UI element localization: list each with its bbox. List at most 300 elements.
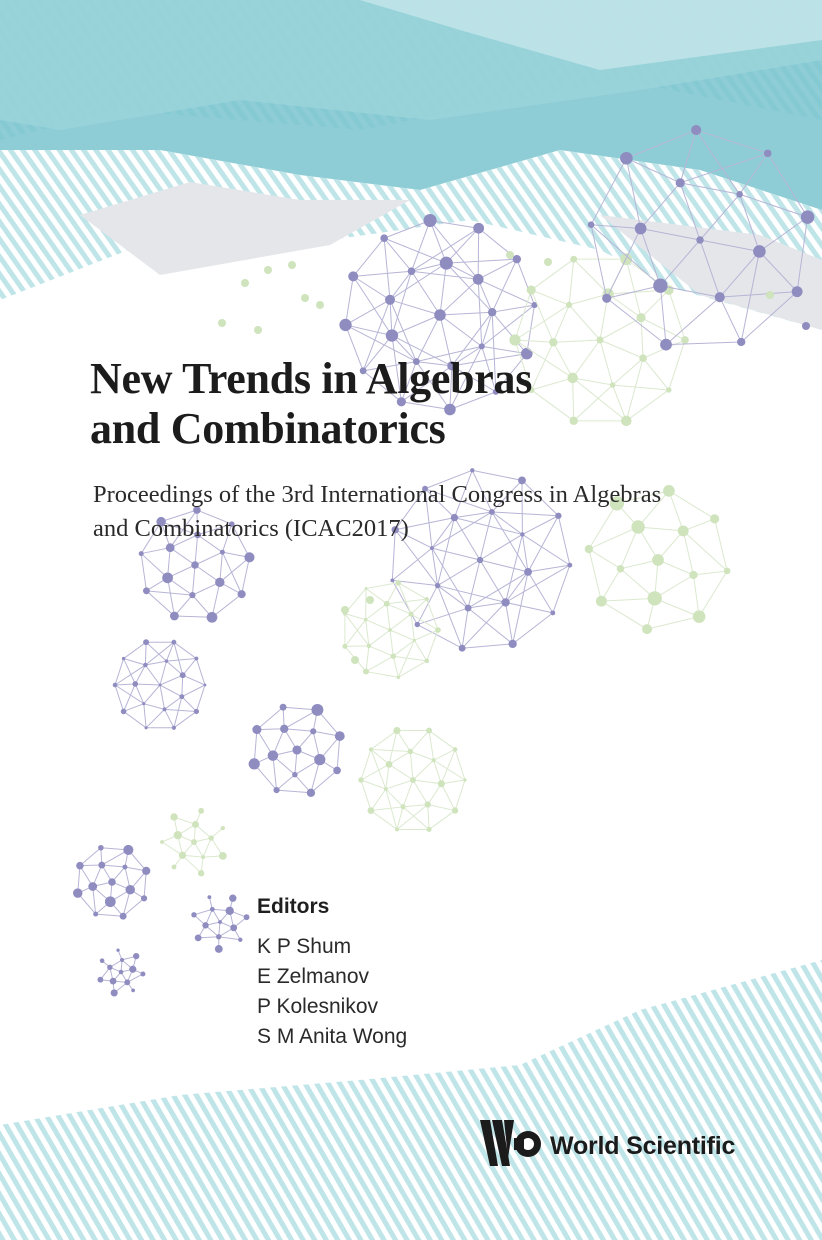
network-node: [105, 896, 116, 907]
network-node: [113, 683, 118, 688]
network-node: [617, 565, 624, 572]
publisher-name: World Scientific: [550, 1132, 736, 1160]
network-edge: [311, 770, 337, 792]
network-node: [479, 343, 485, 349]
network-edge: [366, 656, 393, 671]
network-edge: [390, 614, 411, 630]
network-node: [220, 550, 225, 555]
network-edge: [430, 221, 478, 280]
network-edge: [607, 298, 666, 344]
network-edge: [589, 549, 621, 569]
network-edge: [573, 340, 600, 378]
network-edge: [683, 531, 693, 575]
network-node: [425, 801, 431, 807]
network-node: [610, 382, 616, 388]
network-node: [174, 831, 182, 839]
network-node: [132, 681, 138, 687]
network-node: [652, 554, 664, 566]
network-node: [602, 294, 611, 303]
network-edge: [277, 775, 295, 790]
network-edge: [600, 318, 641, 340]
network-node: [226, 907, 234, 915]
network-edge: [669, 340, 685, 390]
network-node: [588, 221, 595, 228]
network-edge: [371, 807, 403, 811]
network-node: [280, 704, 287, 711]
network-node: [390, 653, 396, 659]
ws-logo-icon: [478, 1118, 550, 1174]
network-node: [218, 319, 226, 327]
network-node: [341, 606, 349, 614]
network-edge: [506, 602, 553, 613]
network-edge: [669, 491, 683, 531]
network-edge: [361, 780, 386, 789]
network-node: [434, 309, 446, 321]
network-edge: [165, 709, 174, 727]
network-node: [163, 707, 167, 711]
network-edge: [414, 640, 426, 661]
network-node: [88, 882, 97, 891]
network-edge: [192, 565, 195, 595]
network-edge: [403, 804, 428, 806]
network-edge: [145, 642, 146, 665]
network-edge: [553, 340, 600, 342]
network-edge: [369, 630, 390, 646]
network-node: [145, 726, 148, 729]
network-node: [386, 761, 393, 768]
network-edge: [411, 271, 440, 315]
network-edge: [446, 259, 517, 263]
network-edge: [531, 342, 553, 390]
network-edge: [196, 659, 205, 685]
network-edge: [528, 572, 553, 613]
network-node: [198, 870, 204, 876]
network-node: [107, 965, 112, 970]
network-edge: [573, 378, 574, 421]
network-node: [642, 624, 652, 634]
network-node: [254, 326, 262, 334]
network-node: [202, 922, 208, 928]
network-node: [73, 888, 82, 897]
network-node: [639, 354, 647, 362]
network-node: [427, 827, 432, 832]
network-edge: [390, 630, 393, 656]
network-edge: [366, 672, 398, 678]
network-node: [97, 977, 103, 983]
network-edge: [182, 697, 197, 712]
network-edge: [393, 656, 427, 661]
network-node: [666, 387, 672, 393]
network-edge: [531, 259, 574, 290]
network-node: [122, 657, 125, 660]
network-node: [198, 808, 204, 814]
network-edge: [183, 659, 197, 676]
network-node: [76, 862, 84, 870]
network-edge: [441, 784, 455, 811]
network-node: [635, 223, 647, 235]
network-node: [681, 336, 689, 344]
network-node: [384, 601, 390, 607]
network-edge: [429, 811, 455, 830]
network-edge: [346, 276, 354, 325]
network-edge: [397, 807, 403, 830]
network-node: [139, 551, 144, 556]
network-node: [307, 789, 315, 797]
network-edge: [141, 554, 146, 591]
network-edge: [146, 591, 192, 595]
network-edge: [124, 642, 147, 658]
network-node: [110, 978, 117, 985]
network-edge: [369, 646, 393, 656]
network-node: [386, 329, 398, 341]
network-edge: [390, 630, 414, 640]
network-edge: [601, 569, 620, 601]
network-edge: [166, 661, 182, 675]
network-node: [195, 934, 202, 941]
network-edge: [144, 871, 146, 898]
network-edge: [345, 620, 366, 647]
network-edge: [389, 764, 413, 780]
network-node: [172, 726, 176, 730]
network-edge: [123, 898, 144, 916]
network-node: [133, 953, 139, 959]
network-node: [393, 727, 400, 734]
network-node: [316, 301, 324, 309]
network-node: [314, 754, 325, 765]
network-edge: [219, 937, 241, 940]
network-edge: [531, 390, 574, 421]
network-node: [170, 813, 177, 820]
network-edge: [174, 616, 212, 617]
network-node: [207, 612, 218, 623]
network-edge: [346, 325, 392, 336]
network-edge: [655, 598, 699, 616]
title-line-2: and Combinatorics: [90, 404, 446, 453]
network-node: [390, 578, 394, 582]
network-node: [230, 924, 237, 931]
network-edge: [647, 617, 699, 630]
network-node: [570, 417, 578, 425]
network-node: [170, 612, 179, 621]
network-node: [292, 772, 298, 778]
network-node: [238, 938, 242, 942]
network-edge: [144, 704, 146, 728]
network-edge: [553, 565, 570, 613]
network-node: [715, 292, 725, 302]
network-node: [395, 828, 399, 832]
network-edge: [589, 549, 602, 601]
network-node: [385, 295, 395, 305]
network-node: [544, 258, 552, 266]
network-edge: [462, 644, 513, 648]
network-node: [172, 865, 177, 870]
network-node: [566, 302, 572, 308]
network-node: [191, 561, 199, 569]
network-node: [219, 852, 227, 860]
network-node: [207, 895, 211, 899]
network-node: [415, 622, 420, 627]
network-edge: [366, 604, 387, 620]
network-node: [93, 912, 98, 917]
network-node: [477, 557, 483, 563]
network-edge: [346, 300, 390, 325]
network-edge: [390, 271, 411, 300]
network-edge: [492, 305, 534, 312]
network-node: [365, 587, 368, 590]
network-node: [280, 725, 288, 733]
network-edge: [574, 259, 608, 294]
network-node: [440, 257, 453, 270]
network-node: [179, 694, 184, 699]
network-edge: [182, 855, 201, 873]
network-node: [397, 676, 400, 679]
network-edge: [160, 675, 183, 685]
network-node: [380, 234, 388, 242]
network-node: [408, 749, 413, 754]
network-edge: [455, 780, 465, 811]
network-edge: [693, 575, 699, 617]
network-node: [143, 587, 150, 594]
network-node: [252, 725, 261, 734]
network-node: [301, 294, 309, 302]
network-edge: [430, 221, 446, 264]
network-node: [396, 580, 401, 585]
network-edge: [144, 704, 165, 710]
network-node: [509, 334, 520, 345]
network-node: [452, 807, 458, 813]
network-edge: [553, 342, 572, 378]
network-node: [463, 778, 466, 781]
network-node: [119, 970, 124, 975]
network-edge: [641, 290, 669, 318]
network-edge: [410, 731, 429, 752]
network-node: [216, 934, 221, 939]
network-node: [292, 745, 301, 754]
network-edge: [337, 736, 340, 770]
network-node: [410, 777, 416, 783]
network-node: [660, 339, 672, 351]
network-node: [409, 612, 414, 617]
network-edge: [626, 390, 669, 421]
network-node: [408, 267, 416, 275]
network-node: [567, 563, 572, 568]
network-edge: [574, 385, 613, 421]
network-node: [432, 758, 436, 762]
network-edge: [429, 731, 434, 761]
network-edge: [515, 305, 569, 340]
network-node: [693, 610, 706, 623]
network-node: [435, 583, 440, 588]
network-edge: [506, 602, 513, 643]
network-node: [596, 596, 607, 607]
network-edge: [573, 378, 613, 385]
network-node: [550, 610, 555, 615]
network-edge: [569, 305, 600, 340]
network-node: [310, 728, 316, 734]
network-node: [215, 945, 223, 953]
network-edge: [403, 780, 413, 807]
network-edge: [478, 259, 517, 279]
network-node: [160, 840, 164, 844]
network-edge: [440, 312, 492, 315]
network-edge: [427, 599, 438, 630]
network-node: [438, 780, 445, 787]
network-node: [221, 826, 225, 830]
network-node: [98, 862, 105, 869]
network-edge: [613, 358, 643, 385]
network-edge: [386, 780, 413, 789]
network-node: [121, 709, 127, 715]
network-edge: [411, 614, 438, 630]
network-node: [120, 958, 124, 962]
network-edge: [428, 784, 442, 805]
network-edge: [643, 358, 669, 390]
network-edge: [601, 598, 654, 601]
network-edge: [398, 583, 426, 599]
network-edge: [384, 238, 390, 300]
network-edge: [666, 297, 720, 344]
network-node: [194, 709, 199, 714]
network-edge: [145, 665, 160, 685]
network-edge: [482, 346, 527, 353]
network-node: [753, 245, 766, 258]
network-node: [766, 291, 774, 299]
network-node: [123, 845, 133, 855]
network-edge: [392, 315, 440, 335]
network-node: [369, 747, 373, 751]
network-edge: [432, 548, 480, 560]
network-node: [244, 914, 250, 920]
network-node: [191, 912, 196, 917]
network-node: [367, 644, 372, 649]
network-edge: [403, 807, 429, 830]
network-node: [215, 578, 224, 587]
network-edge: [440, 279, 478, 315]
network-node: [710, 514, 719, 523]
network-node: [737, 338, 745, 346]
network-edge: [468, 572, 528, 608]
network-edge: [165, 709, 197, 711]
network-node: [288, 261, 296, 269]
network-node: [142, 702, 145, 705]
network-node: [143, 663, 148, 668]
network-edge: [361, 780, 371, 811]
network-node: [585, 545, 593, 553]
network-node: [264, 266, 272, 274]
network-node: [201, 855, 205, 859]
network-node: [165, 659, 168, 662]
network-edge: [124, 659, 136, 684]
network-node: [122, 865, 127, 870]
network-edge: [392, 548, 432, 580]
network-edge: [115, 685, 124, 711]
network-node: [597, 337, 604, 344]
network-edge: [410, 752, 413, 780]
network-edge: [569, 259, 574, 305]
network-edge: [141, 548, 170, 554]
network-node: [549, 338, 557, 346]
network-node: [425, 659, 430, 664]
network-node: [459, 645, 466, 652]
network-node: [696, 236, 703, 243]
network-edge: [715, 519, 728, 571]
subtitle-line-1: Proceedings of the 3rd International Congress in Algebras: [93, 481, 662, 508]
editor-name: S M Anita Wong: [257, 1025, 408, 1048]
network-edge: [441, 780, 465, 784]
network-edge: [371, 789, 386, 811]
network-edge: [144, 685, 160, 704]
network-node: [506, 251, 514, 259]
network-node: [648, 591, 662, 605]
network-edge: [366, 583, 398, 589]
network-node: [273, 787, 279, 793]
network-edge: [353, 271, 411, 276]
network-node: [764, 150, 771, 157]
network-node: [570, 256, 577, 263]
network-node: [241, 279, 249, 287]
network-edge: [387, 604, 390, 630]
network-node: [435, 627, 441, 633]
network-edge: [468, 560, 480, 608]
network-node: [430, 546, 434, 550]
network-node: [384, 787, 388, 791]
network-node: [120, 913, 127, 920]
network-edge: [641, 318, 643, 359]
network-node: [141, 895, 147, 901]
network-edge: [601, 601, 647, 629]
network-node: [244, 552, 254, 562]
network-edge: [413, 780, 441, 784]
network-edge: [384, 238, 446, 263]
network-node: [801, 210, 814, 223]
network-node: [100, 958, 105, 963]
network-edge: [683, 531, 727, 571]
network-node: [363, 669, 369, 675]
network-node: [368, 807, 375, 814]
network-edge: [124, 711, 147, 727]
network-node: [567, 373, 578, 384]
network-node: [724, 568, 731, 575]
network-edge: [160, 661, 166, 685]
network-edge: [141, 554, 167, 578]
subtitle-line-2: and Combinatorics (ICAC2017): [93, 515, 409, 542]
network-edge: [413, 780, 428, 804]
network-node: [663, 485, 675, 497]
network-edge: [480, 560, 528, 572]
network-edge: [600, 340, 643, 358]
network-edge: [600, 340, 613, 385]
network-node: [124, 979, 130, 985]
editors-list: [257, 932, 407, 1052]
network-edge: [410, 752, 433, 761]
network-node: [204, 684, 207, 687]
network-node: [162, 572, 173, 583]
network-node: [131, 988, 135, 992]
network-edge: [515, 340, 553, 342]
network-node: [311, 704, 323, 716]
network-node: [116, 949, 119, 952]
network-node: [366, 596, 374, 604]
network-edge: [434, 760, 442, 784]
network-edge: [160, 685, 165, 709]
network-edge: [371, 749, 410, 751]
network-node: [358, 777, 363, 782]
network-edge: [397, 731, 410, 752]
network-edge: [428, 804, 455, 810]
network-edge: [353, 276, 390, 299]
bottom-stripes: [0, 960, 822, 1240]
network-node: [140, 971, 145, 976]
